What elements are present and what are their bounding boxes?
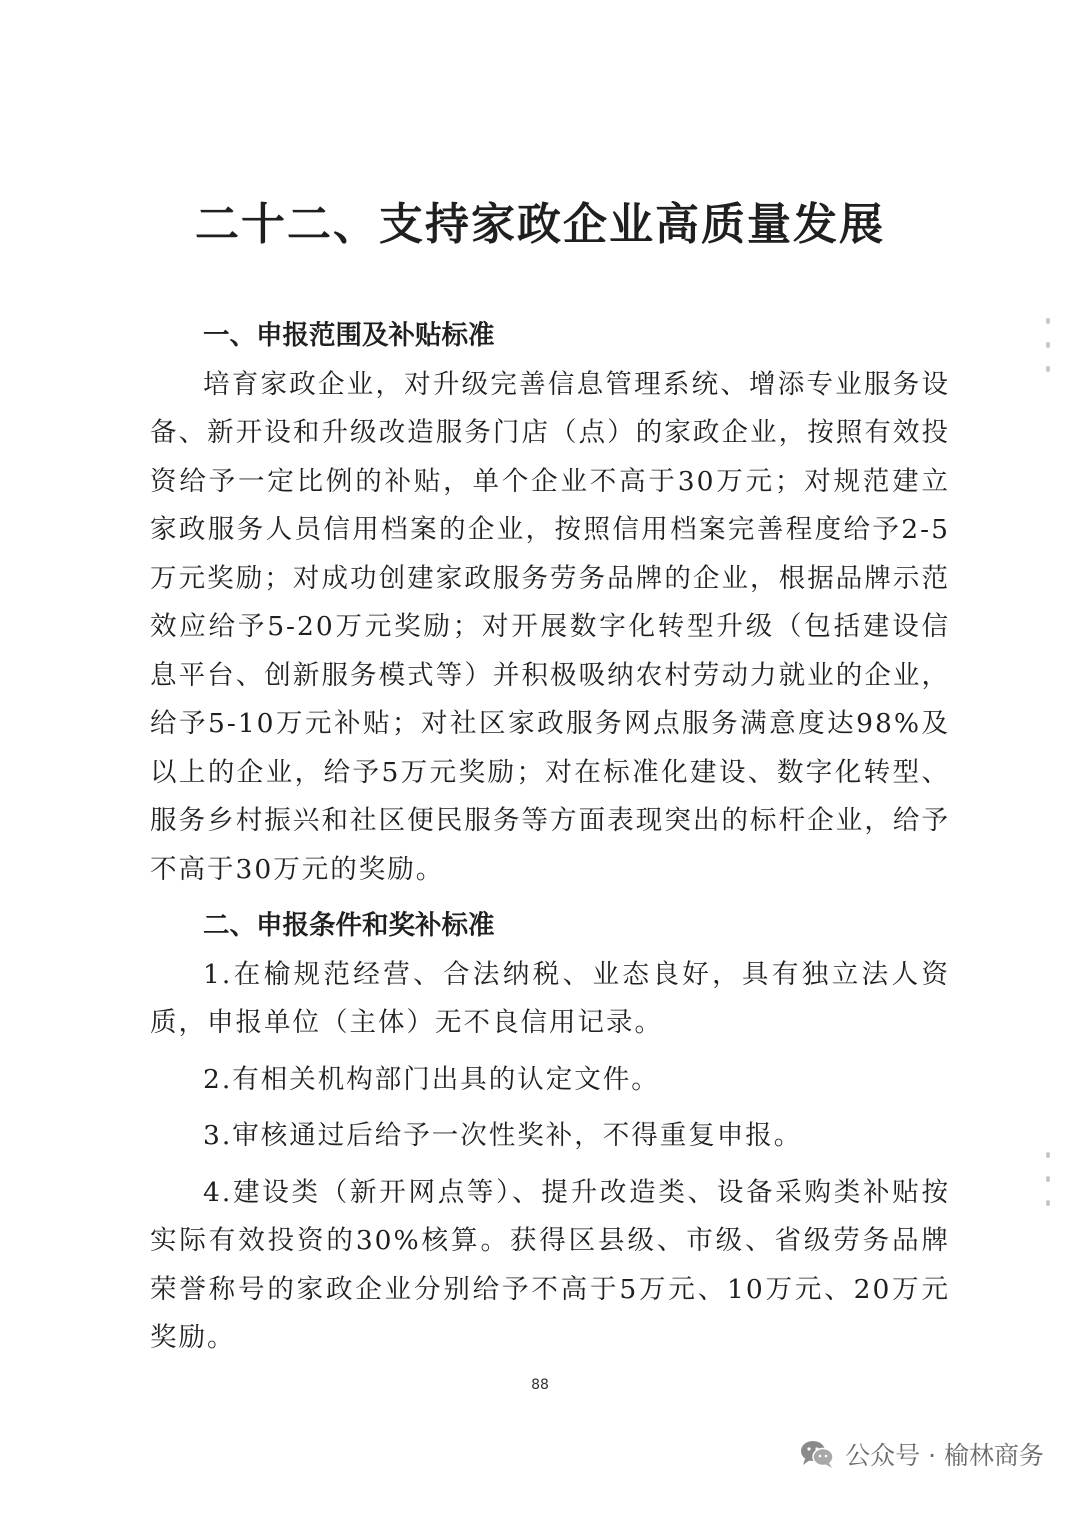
page-number: 88 bbox=[531, 1377, 549, 1393]
list-item-2: 2.有相关机构部门出具的认定文件。 bbox=[203, 1063, 660, 1095]
watermark-text: 公众号 · 榆林商务 bbox=[845, 1441, 1044, 1470]
wechat-icon bbox=[799, 1439, 835, 1469]
section-1-paragraph: 培育家政企业，对升级完善信息管理系统、增添专业服务设备、新开设和升级改造服务门店（点）的家政企业，按照有效投资给予一定比例的补贴，单个企业不高于30万元；对规范建立家政服务人员信用档案的企业，按照信用档案完善程度给予2-5万元奖励；对成功创建家政服务劳务品牌的企业，根据品牌示范效应给予5-20万元奖励；对开展数字化转型升级（包括建设信息平台、创新服务模式等）并积极吸纳农村劳动力就业的企业，给予5-10万元补贴；对社区家政服务网点服务满意度达98%及以上的企业，给予5万元奖励；对在标准化建设、数字化转型、服务乡村振兴和社区便民服务等方面表现突出的标杆企业，给予不高于30万元的奖励。 bbox=[150, 368, 950, 885]
binding-marks bbox=[1046, 1152, 1052, 1224]
document-body bbox=[150, 312, 950, 1363]
list-item-3: 3.审核通过后给予一次性奖补，不得重复申报。 bbox=[203, 1120, 803, 1151]
section-heading-2: 二、申报条件和奖补标准 bbox=[203, 910, 495, 941]
list-item-4: 4.建设类（新开网点等）、提升改造类、设备采购类补贴按实际有效投资的30%核算。获得区县级、市级、省级劳务品牌荣誉称号的家政企业分别给予不高于5万元、10万元、20万元奖励。 bbox=[150, 1176, 950, 1353]
list-item-1: 1.在榆规范经营、合法纳税、业态良好，具有独立法人资质，申报单位（主体）无不良信用记录。 bbox=[150, 958, 950, 1038]
binding-marks bbox=[1046, 318, 1052, 390]
watermark bbox=[799, 1436, 1044, 1472]
page-title: 二十二、支持家政企业高质量发展 bbox=[195, 199, 885, 250]
section-heading-1: 一、申报范围及补贴标准 bbox=[203, 320, 495, 351]
